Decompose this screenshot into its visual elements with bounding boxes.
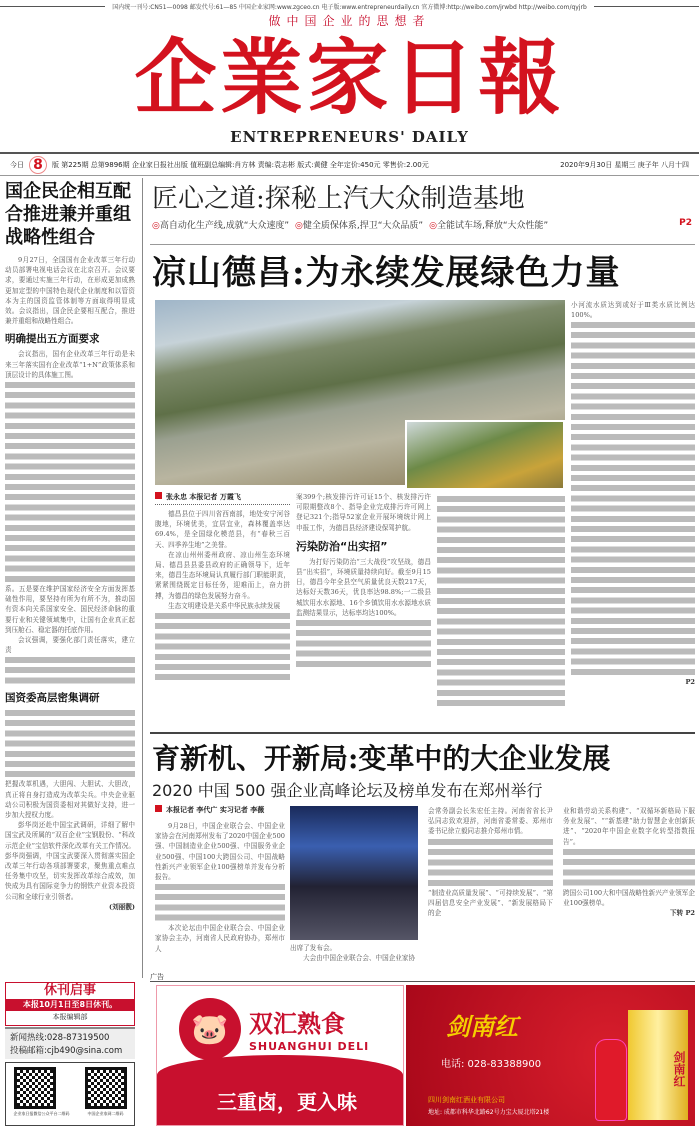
page-ref[interactable]: 下转 P2 [669, 909, 695, 918]
body-text-block [5, 380, 135, 584]
news-hotline: 新闻热线:028-87319500 [10, 1033, 110, 1043]
left-subhead-1: 明确提出五方面要求 [5, 333, 100, 346]
qr-codes [5, 1062, 135, 1126]
paragraph: 在凉山州州委州政府、凉山州生态环境局、德昌县县委县政府的正确领导下，近年来，德昌生态环境局认真履行部门职能职责，紧紧围绕既定目标任务，迎难而上，奋力拼搏，为德昌的绿色发展努力奋斗。 [155, 550, 290, 600]
body-text-block [296, 618, 431, 669]
page-count: 8 [29, 156, 47, 174]
ad-brand: 剑南红 [446, 1012, 518, 1041]
qr-code-icon[interactable] [14, 1067, 56, 1109]
left-paragraph: 会议指出，国有企业改革三年行动是未来三年落实国有企业改革“1+N”政策体系和顶层设计的具体施工图。 [5, 350, 135, 379]
slogan: 做中国企业的思想者 [268, 14, 431, 28]
body-text-block [571, 320, 695, 677]
bullet-icon: ◎ [295, 221, 303, 231]
qr-code-icon[interactable] [85, 1067, 127, 1109]
left-paragraph: 彭华岗还赴中国宝武调研，详细了解中国宝武及所属的“双百企业”宝钢股份、“科改示范企业”宝信软件深化改革有关工作情况。彭华岗强调，中国宝武要深入贯彻落实国企改革三年行动各项部署要求，聚焦重点难点任务集中攻坚，切实发挥改革综合成效，加快成为具有国际竞争力的钢铁产业资本投资公司和全球行业引领者。 [5, 821, 135, 901]
inset-photo [405, 420, 565, 490]
left-headline[interactable]: 国企民企相互配合推进兼并重组战略性组合 [5, 181, 131, 248]
divider [150, 732, 695, 734]
forum-photo [290, 806, 418, 940]
page-ref[interactable]: P2 [679, 218, 692, 228]
paragraph: 大会由中国企业联合会、中国企业家协 [303, 954, 416, 963]
submission-email[interactable]: 投稿邮箱:cjb490@sina.com [10, 1046, 123, 1056]
story3-col-1 [155, 805, 285, 954]
shuanghui-ad[interactable] [156, 985, 404, 1126]
left-paragraph: 会议强调，要强化部门责任落实，建立责 [5, 636, 135, 655]
story2-col-2 [296, 492, 431, 669]
subhead: 污染防治“出实招” [296, 539, 388, 553]
story3-subtitle: 2020 中国 500 强企业高峰论坛及榜单发布在郑州举行 [152, 781, 543, 800]
ad-brand: 双汇熟食 [249, 1010, 345, 1038]
left-paragraph: 把握改革机遇，大胆闯、大胆试、大胆改，真正将自身打造成为改革尖兵。中央企业驱动公司积极为国资委相对其做好支持，进一步加大授权力度。 [5, 780, 135, 820]
notice-from: 本报编辑部 [52, 1013, 88, 1021]
byline: 张永忠 本报记者 万霞飞 [155, 492, 290, 505]
body-text-block [563, 847, 695, 888]
gift-box-icon: 剑南红 [628, 1010, 688, 1120]
ad-company: 四川剑南红酒业有限公司 [428, 1096, 505, 1104]
notice-title: 休刊启事 [43, 983, 96, 998]
paragraph: 出席了发布会。 [290, 944, 337, 952]
ad-label: 广告 [150, 972, 695, 982]
body-text-block [155, 611, 290, 682]
paragraph: 德昌县位于四川省西南部，地处安宁河谷腹地，环境优美，宜居宜业，森林覆盖率达69.4%，是全国绿化模范县，有“春秋三百天、四季养生地”之美誉。 [155, 510, 290, 549]
contact-box [5, 1027, 135, 1059]
suspension-notice [5, 982, 135, 1026]
story3-col-2 [290, 943, 418, 963]
qr-caption: 企业家日报微信公众平台二维码 [13, 1111, 70, 1116]
left-paragraph: 系。五是要在维护国家经济安全方面发挥基础性作用，要坚持有所为有所不为，推动国有资本向关系国家安全、国民经济命脉的重要行业和关键领域集中，让国有企业真正起到压舱石、稳定器的托底作用。 [5, 585, 135, 634]
paragraph: 为打好污染防治“三大战役”攻坚战，德昌县“出实招”，环境质量持续向好。截至9月15日，德昌今年全县空气质量优良天数217天，达标好天数36天，优良率达98.8%;一二级县城饮用水水源地、16个乡镇饮用水水源地水质监测结果显示，达标率均达100%。 [296, 557, 431, 617]
ad-brand-english: SHUANGHUI DELI [249, 1040, 370, 1053]
jiannanhong-ad[interactable] [406, 985, 695, 1126]
paragraph: 9月28日，中国企业联合会、中国企业家协会在河南郑州发布了2020中国企业500强、中国制造业企业500强、中国服务业企业500强、中国100大跨国公司、中国战略性新兴产业领军企业100强榜单并发布分析报告。 [155, 822, 285, 882]
byline: 本报记者 李代广 实习记者 李薇 [155, 805, 285, 817]
paragraph: 小河流水质达到或好于Ⅲ类水质比例达100%。 [571, 301, 695, 320]
body-text-block [437, 494, 565, 708]
masthead-logo: 企業家日報 [134, 30, 565, 126]
divider [150, 244, 695, 245]
lead-headline[interactable]: 凉山德昌:为永续发展绿色力量 [152, 253, 621, 293]
today-label: 今日 [10, 160, 24, 169]
body-text-block [155, 882, 285, 923]
story3-headline[interactable]: 育新机、开新局:变革中的大企业发展 [152, 742, 611, 775]
issue-bar [0, 152, 699, 176]
teaser-point: 健全质保体系,捍卫“大众品质” [302, 221, 424, 231]
paragraph: 案399个;核发排污许可证15个、核发排污许可限期整改8个、指导企业完成排污许可网上登记321个;指导52家企业开展环境统计网上申报工作，为德昌县经济建设保驾护航。 [296, 493, 431, 532]
issue-info: 版 第225期 总第9896期 企业家日报社出版 值班副总编辑:肖方林 责编:袁志彬 版式:黄健 全年定价:450元 零售价:2.00元 [52, 160, 429, 169]
left-subhead-2: 国资委高层密集调研 [5, 692, 100, 705]
publication-info: 国内统一刊号:CN51—0098 邮发代号:61—85 中国企业家网:www.zgceo.cn 电子版:www.entrepreneurdaily.cn 官方微博:http://weibo.com/jrwbd http://weibo.com/qyjrb [0, 2, 699, 12]
page-ref[interactable]: P2 [685, 678, 695, 687]
liquor-bottle-icon [596, 1040, 626, 1120]
left-column-story [5, 180, 135, 912]
issue-date: 2020年9月30日 星期三 庚子年 八月十四 [560, 160, 689, 169]
ad-slogan: 三重卤，更入味 [217, 1090, 357, 1114]
ad-phone: 电话: 028-83388900 [441, 1059, 542, 1070]
body-text-block [5, 708, 135, 779]
teaser-title[interactable]: 匠心之道:探秘上汽大众制造基地 [152, 184, 525, 214]
qr-caption: 中国企业家网二维码 [87, 1111, 124, 1116]
paragraph: 生态文明建设是关系中华民族永续发展 [168, 601, 281, 610]
bullet-icon: ◎ [152, 221, 160, 231]
body-text-block [428, 837, 553, 888]
paragraph: 会常务副会长朱宏任主持。河南省省长尹弘同志致欢迎辞，河南省委常委、郑州市委书记徐立毅同志推介郑州市情。 [428, 807, 553, 836]
teaser-point: 全能试车场,释放“大众性能” [436, 221, 549, 231]
teaser-story [152, 182, 692, 231]
paragraph: “制造业高质量发展”、“可持续发展”、“第四届信息安全产业发展”、“新发展格局下的企 [428, 888, 553, 918]
story2-col-4 [571, 300, 695, 688]
ad-address: 地址: 成都市科华北路62号力宝大厦北塔21楼 [428, 1109, 550, 1116]
teaser-point: 高自动化生产线,成就“大众速度” [159, 221, 290, 231]
story2-col-1 [155, 492, 290, 682]
paragraph: 业和谐劳动关系构建”、“双循环新格局下服务业发展”、““新基建”助力智慧企业创新跃进”、“2020年中国企业数字化转型指数报告”。 [563, 807, 695, 846]
pig-logo-icon: 🐷 [179, 998, 241, 1060]
masthead-english: ENTREPRENEURS' DAILY [230, 128, 469, 146]
bullet-icon: ◎ [429, 221, 437, 231]
story2-col-3 [437, 494, 565, 708]
paragraph: 本次论坛由中国企业联合会、中国企业家协会主办，河南省人民政府协办，郑州市人 [155, 924, 285, 953]
paragraph: 跨国公司100大和中国战略性新兴产业领军企业100强榜单。 [563, 888, 695, 908]
story3-col-3 [428, 806, 553, 918]
body-text-block [5, 655, 135, 685]
left-author: (刘丽靓) [108, 902, 135, 911]
notice-message: 本报10月1日至8日休刊。 [6, 999, 134, 1011]
column-divider [142, 178, 143, 978]
story3-col-4 [563, 806, 695, 918]
left-lead: 9月27日，全国国有企业改革三年行动动员部署电视电话会议在北京召开。会议要求，要通过实施三年行动，在形成更加成熟更加定型的中国特色现代企业制度和以管资本为主的国资监管体制等方面取得明显成效。会议指出，国企民企要相互配合，推进兼并重组和战略性组合。 [5, 256, 135, 326]
